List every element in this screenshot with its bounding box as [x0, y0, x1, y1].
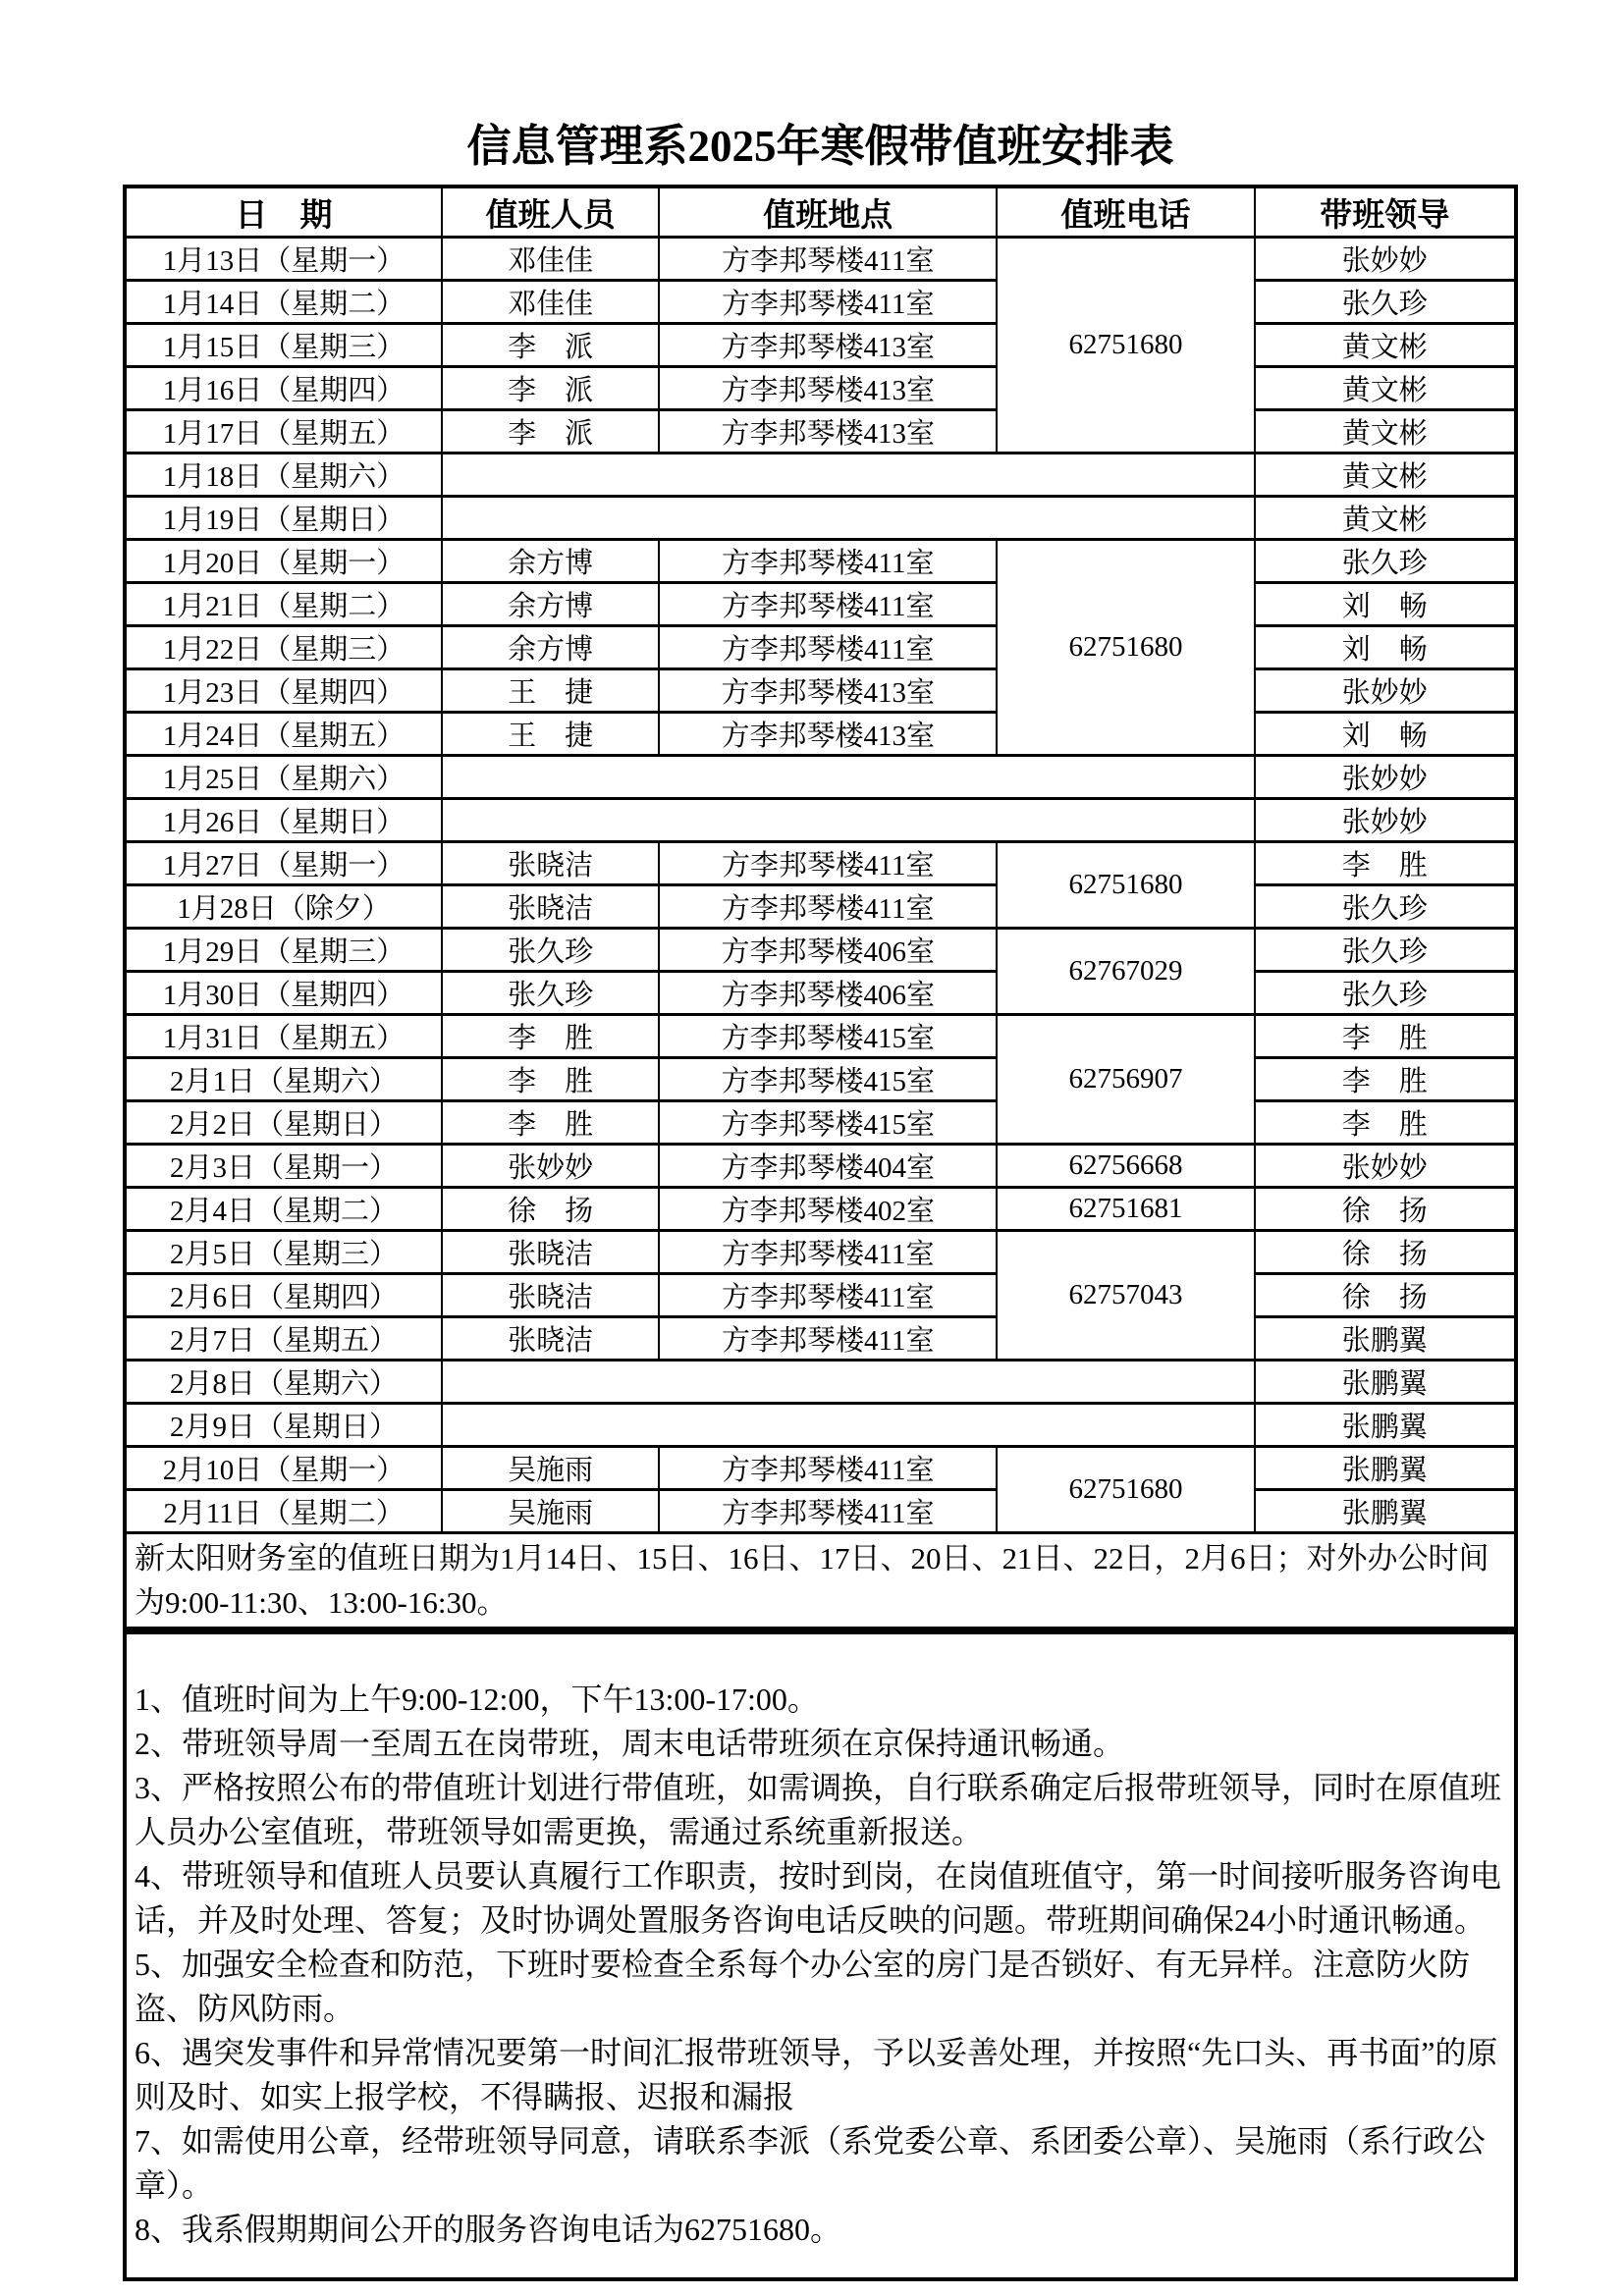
table-row [125, 669, 1516, 713]
date-cell: 2月5日（星期三） [125, 1231, 442, 1274]
phone-cell: 62757043 [997, 1231, 1254, 1361]
date-cell: 1月15日（星期三） [125, 324, 442, 367]
person-cell: 张晓洁 [442, 1274, 659, 1317]
leader-cell: 张妙妙 [1255, 799, 1516, 842]
weekend-empty-cell [442, 454, 1255, 497]
table-row [125, 324, 1516, 367]
note-item-7: 7、如需使用公章，经带班领导同意，请联系李派（系党委公章、系团委公章）、吴施雨（系行政公章）。 [135, 2123, 1487, 2203]
phone-cell: 62751680 [997, 1447, 1254, 1533]
phone-cell: 62751680 [997, 842, 1254, 929]
leader-cell: 黄文彬 [1255, 454, 1516, 497]
date-cell: 1月14日（星期二） [125, 281, 442, 324]
note-item-5: 5、加强安全检查和防范，下班时要检查全系每个办公室的房门是否锁好、有无异样。注意防火防盗、防风防雨。 [135, 1947, 1471, 2026]
note-item-8: 8、我系假期期间公开的服务咨询电话为62751680。 [135, 2212, 842, 2247]
date-cell: 2月10日（星期一） [125, 1447, 442, 1490]
table-row [125, 1188, 1516, 1231]
table-row [125, 929, 1516, 972]
leader-cell: 张鹏翼 [1255, 1317, 1516, 1361]
weekend-empty-cell [442, 1361, 1255, 1404]
phone-cell: 62756668 [997, 1145, 1254, 1188]
location-cell: 方李邦琴楼411室 [659, 540, 997, 583]
location-cell: 方李邦琴楼402室 [659, 1188, 997, 1231]
person-cell: 王 捷 [442, 669, 659, 713]
table-row [125, 497, 1516, 540]
leader-cell: 刘 畅 [1255, 583, 1516, 626]
leader-cell: 刘 畅 [1255, 713, 1516, 756]
leader-cell: 张久珍 [1255, 972, 1516, 1015]
location-cell: 方李邦琴楼406室 [659, 972, 997, 1015]
leader-cell: 张鹏翼 [1255, 1404, 1516, 1447]
person-cell: 余方博 [442, 540, 659, 583]
weekend-empty-cell [442, 756, 1255, 799]
table-row [125, 1145, 1516, 1188]
leader-cell: 黄文彬 [1255, 497, 1516, 540]
table-row [125, 1490, 1516, 1533]
table-row [125, 281, 1516, 324]
table-row [125, 1015, 1516, 1058]
person-cell: 李 胜 [442, 1101, 659, 1145]
leader-cell: 徐 扬 [1255, 1274, 1516, 1317]
location-cell: 方李邦琴楼411室 [659, 1447, 997, 1490]
person-cell: 李 派 [442, 410, 659, 454]
date-cell: 1月30日（星期四） [125, 972, 442, 1015]
table-row [125, 799, 1516, 842]
date-cell: 2月9日（星期日） [125, 1404, 442, 1447]
date-cell: 1月22日（星期三） [125, 626, 442, 669]
person-cell: 王 捷 [442, 713, 659, 756]
table-row [125, 1274, 1516, 1317]
leader-cell: 黄文彬 [1255, 324, 1516, 367]
leader-cell: 张鹏翼 [1255, 1447, 1516, 1490]
location-cell: 方李邦琴楼411室 [659, 626, 997, 669]
table-row [125, 1361, 1516, 1404]
phone-cell: 62751680 [997, 540, 1254, 756]
table-row [125, 885, 1516, 929]
location-cell: 方李邦琴楼415室 [659, 1101, 997, 1145]
location-cell: 方李邦琴楼413室 [659, 324, 997, 367]
header-phone: 值班电话 [997, 187, 1254, 238]
date-cell: 2月7日（星期五） [125, 1317, 442, 1361]
table-header [125, 187, 1516, 238]
date-cell: 1月21日（星期二） [125, 583, 442, 626]
table-row [125, 626, 1516, 669]
location-cell: 方李邦琴楼411室 [659, 1274, 997, 1317]
location-cell: 方李邦琴楼411室 [659, 238, 997, 281]
person-cell: 李 派 [442, 367, 659, 410]
phone-cell: 62756907 [997, 1015, 1254, 1145]
person-cell: 张晓洁 [442, 1317, 659, 1361]
duty-schedule-table [123, 185, 1518, 1630]
leader-cell: 黄文彬 [1255, 367, 1516, 410]
header-location: 值班地点 [659, 187, 997, 238]
date-cell: 2月4日（星期二） [125, 1188, 442, 1231]
phone-cell: 62751681 [997, 1188, 1254, 1231]
person-cell: 吴施雨 [442, 1447, 659, 1490]
location-cell: 方李邦琴楼415室 [659, 1058, 997, 1101]
leader-cell: 张鹏翼 [1255, 1361, 1516, 1404]
table-row [125, 842, 1516, 885]
location-cell: 方李邦琴楼411室 [659, 842, 997, 885]
person-cell: 张久珍 [442, 929, 659, 972]
person-cell: 邓佳佳 [442, 281, 659, 324]
date-cell: 1月20日（星期一） [125, 540, 442, 583]
leader-cell: 张妙妙 [1255, 238, 1516, 281]
location-cell: 方李邦琴楼411室 [659, 281, 997, 324]
note-item-4: 4、带班领导和值班人员要认真履行工作职责，按时到岗，在岗值班值守，第一时间接听服务咨询电话，并及时处理、答复；及时协调处置服务咨询电话反映的问题。带班期间确保24小时通讯畅通。 [135, 1858, 1502, 1938]
location-cell: 方李邦琴楼411室 [659, 1490, 997, 1533]
leader-cell: 李 胜 [1255, 1058, 1516, 1101]
table-row [125, 540, 1516, 583]
date-cell: 1月29日（星期三） [125, 929, 442, 972]
table-row [125, 367, 1516, 410]
person-cell: 李 派 [442, 324, 659, 367]
phone-cell: 62751680 [997, 238, 1254, 454]
leader-cell: 张鹏翼 [1255, 1490, 1516, 1533]
leader-cell: 张久珍 [1255, 281, 1516, 324]
leader-cell: 张久珍 [1255, 885, 1516, 929]
footnote-cell: 新太阳财务室的值班日期为1月14日、15日、16日、17日、20日、21日、22日，2月6日；对外办公时间为9:00-11:30、13:00-16:30。 [125, 1533, 1516, 1629]
footnote-row [125, 1533, 1516, 1629]
table-row [125, 1404, 1516, 1447]
person-cell: 张晓洁 [442, 1231, 659, 1274]
table-row [125, 1101, 1516, 1145]
table-row [125, 238, 1516, 281]
weekend-empty-cell [442, 1404, 1255, 1447]
document-page [123, 120, 1518, 2281]
leader-cell: 张久珍 [1255, 929, 1516, 972]
leader-cell: 黄文彬 [1255, 410, 1516, 454]
leader-cell: 李 胜 [1255, 1015, 1516, 1058]
location-cell: 方李邦琴楼411室 [659, 583, 997, 626]
location-cell: 方李邦琴楼406室 [659, 929, 997, 972]
header-row [125, 187, 1516, 238]
note-item-2: 2、带班领导周一至周五在岗带班，周末电话带班须在京保持通讯畅通。 [135, 1726, 1125, 1761]
date-cell: 1月16日（星期四） [125, 367, 442, 410]
date-cell: 1月13日（星期一） [125, 238, 442, 281]
location-cell: 方李邦琴楼411室 [659, 1317, 997, 1361]
person-cell: 吴施雨 [442, 1490, 659, 1533]
header-date: 日 期 [125, 187, 442, 238]
date-cell: 2月6日（星期四） [125, 1274, 442, 1317]
date-cell: 2月2日（星期日） [125, 1101, 442, 1145]
location-cell: 方李邦琴楼413室 [659, 669, 997, 713]
location-cell: 方李邦琴楼415室 [659, 1015, 997, 1058]
footnote-body [125, 1533, 1516, 1629]
page-title: 信息管理系2025年寒假带值班安排表 [466, 122, 1174, 171]
person-cell: 徐 扬 [442, 1188, 659, 1231]
table-row [125, 410, 1516, 454]
note-item-6: 6、遇突发事件和异常情况要第一时间汇报带班领导，予以妥善处理，并按照“先口头、再书面”的原则及时、如实上报学校，不得瞒报、迟报和漏报 [135, 2035, 1498, 2114]
table-row [125, 756, 1516, 799]
location-cell: 方李邦琴楼411室 [659, 1231, 997, 1274]
table-row [125, 1058, 1516, 1101]
person-cell: 邓佳佳 [442, 238, 659, 281]
table-row [125, 1317, 1516, 1361]
notes-box [123, 1630, 1518, 2281]
person-cell: 张久珍 [442, 972, 659, 1015]
location-cell: 方李邦琴楼413室 [659, 713, 997, 756]
weekend-empty-cell [442, 799, 1255, 842]
date-cell: 1月26日（星期日） [125, 799, 442, 842]
leader-cell: 张妙妙 [1255, 1145, 1516, 1188]
person-cell: 李 胜 [442, 1015, 659, 1058]
person-cell: 张妙妙 [442, 1145, 659, 1188]
date-cell: 1月24日（星期五） [125, 713, 442, 756]
table-row [125, 583, 1516, 626]
date-cell: 2月1日（星期六） [125, 1058, 442, 1101]
date-cell: 2月8日（星期六） [125, 1361, 442, 1404]
date-cell: 1月28日（除夕） [125, 885, 442, 929]
leader-cell: 李 胜 [1255, 1101, 1516, 1145]
note-item-3: 3、严格按照公布的带值班计划进行带值班，如需调换，自行联系确定后报带班领导，同时在原值班人员办公室值班，带班领导如需更换，需通过系统重新报送。 [135, 1770, 1502, 1849]
header-leader: 带班领导 [1255, 187, 1516, 238]
location-cell: 方李邦琴楼413室 [659, 410, 997, 454]
person-cell: 张晓洁 [442, 842, 659, 885]
leader-cell: 张妙妙 [1255, 669, 1516, 713]
location-cell: 方李邦琴楼411室 [659, 885, 997, 929]
date-cell: 1月18日（星期六） [125, 454, 442, 497]
table-row [125, 454, 1516, 497]
leader-cell: 徐 扬 [1255, 1231, 1516, 1274]
date-cell: 2月3日（星期一） [125, 1145, 442, 1188]
leader-cell: 徐 扬 [1255, 1188, 1516, 1231]
location-cell: 方李邦琴楼404室 [659, 1145, 997, 1188]
header-person: 值班人员 [442, 187, 659, 238]
table-row [125, 1231, 1516, 1274]
date-cell: 2月11日（星期二） [125, 1490, 442, 1533]
leader-cell: 张久珍 [1255, 540, 1516, 583]
leader-cell: 李 胜 [1255, 842, 1516, 885]
person-cell: 张晓洁 [442, 885, 659, 929]
table-row [125, 972, 1516, 1015]
person-cell: 李 胜 [442, 1058, 659, 1101]
leader-cell: 刘 畅 [1255, 626, 1516, 669]
date-cell: 1月19日（星期日） [125, 497, 442, 540]
date-cell: 1月25日（星期六） [125, 756, 442, 799]
table-row [125, 713, 1516, 756]
person-cell: 余方博 [442, 626, 659, 669]
date-cell: 1月27日（星期一） [125, 842, 442, 885]
date-cell: 1月23日（星期四） [125, 669, 442, 713]
location-cell: 方李邦琴楼413室 [659, 367, 997, 410]
weekend-empty-cell [442, 497, 1255, 540]
date-cell: 1月17日（星期五） [125, 410, 442, 454]
leader-cell: 张妙妙 [1255, 756, 1516, 799]
schedule-body [125, 238, 1516, 1533]
phone-cell: 62767029 [997, 929, 1254, 1015]
note-item-1: 1、值班时间为上午9:00-12:00，下午13:00-17:00。 [135, 1682, 819, 1717]
date-cell: 1月31日（星期五） [125, 1015, 442, 1058]
table-row [125, 1447, 1516, 1490]
person-cell: 余方博 [442, 583, 659, 626]
